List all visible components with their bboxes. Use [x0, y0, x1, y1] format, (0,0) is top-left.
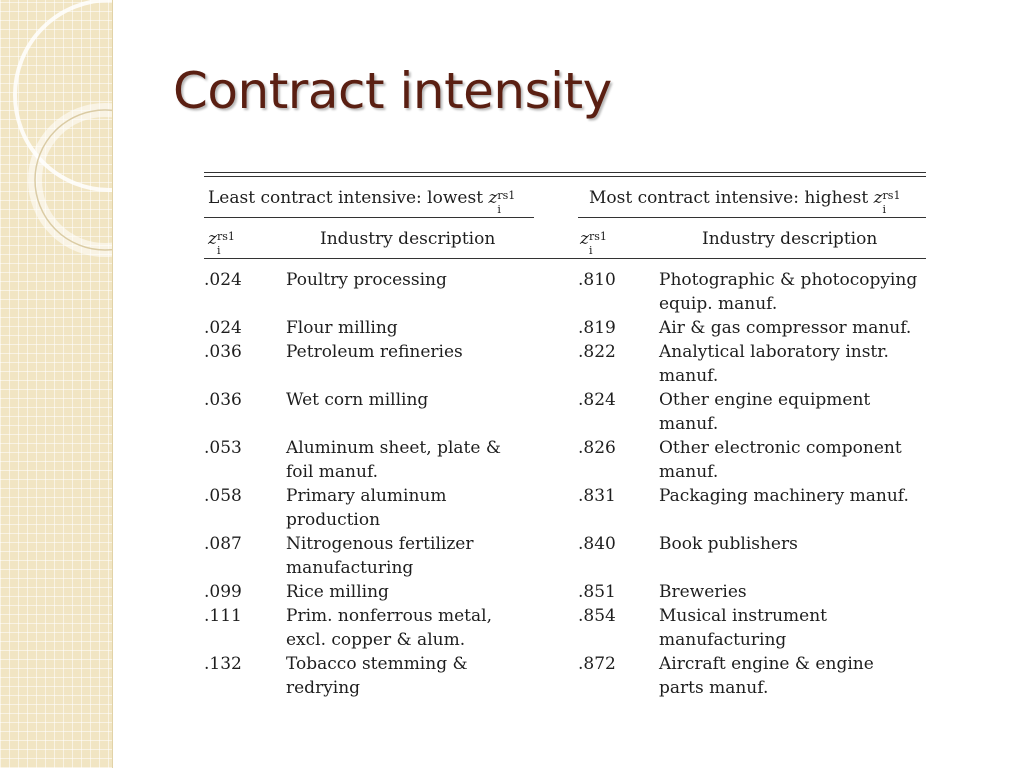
left-z-value: .036	[204, 342, 242, 362]
table-top-rule	[204, 172, 926, 173]
left-z-value: .087	[204, 534, 242, 554]
right-z-value: .824	[578, 390, 616, 410]
left-z-value: .036	[204, 390, 242, 410]
description-line: production	[286, 510, 381, 530]
description-line: Analytical laboratory instr.	[659, 342, 889, 362]
decorative-ring-large	[15, 0, 112, 190]
left-z-value: .099	[204, 582, 242, 602]
left-industry-description	[286, 484, 447, 532]
right-description-column-header: Industry description	[702, 229, 878, 249]
description-line: manufacturing	[659, 630, 787, 650]
left-industry-description	[286, 604, 492, 652]
description-line: Packaging machinery manuf.	[659, 486, 909, 506]
right-industry-description	[659, 316, 911, 340]
z-superscript: rs1	[216, 230, 235, 243]
z-superscript: rs1	[882, 189, 901, 202]
right-z-value: .822	[578, 342, 616, 362]
right-industry-description	[659, 532, 798, 556]
left-industry-description	[286, 436, 501, 484]
description-line: Other electronic component	[659, 438, 902, 458]
description-line: Wet corn milling	[286, 390, 429, 410]
left-industry-description	[286, 340, 463, 364]
z-symbol: z	[208, 229, 217, 249]
right-z-value: .810	[578, 270, 616, 290]
z-subscript: i	[588, 244, 593, 257]
decorative-rings	[0, 0, 112, 768]
right-industry-description	[659, 388, 870, 436]
right-industry-description	[659, 484, 909, 508]
left-z-value: .053	[204, 438, 242, 458]
description-line: excl. copper & alum.	[286, 630, 466, 650]
right-z-value: .831	[578, 486, 616, 506]
slide-title: Contract intensity	[173, 62, 612, 120]
right-industry-description	[659, 340, 889, 388]
description-line: foil manuf.	[286, 462, 379, 482]
left-z-value: .058	[204, 486, 242, 506]
left-industry-description	[286, 532, 473, 580]
z-subscript: i	[497, 203, 501, 216]
left-group-header	[208, 186, 516, 216]
right-industry-description	[659, 580, 747, 604]
right-industry-description	[659, 436, 902, 484]
left-industry-description	[286, 652, 468, 700]
left-z-value: .111	[204, 606, 242, 626]
description-line: Musical instrument	[659, 606, 827, 626]
left-z-value: .024	[204, 318, 242, 338]
description-line: Other engine equipment	[659, 390, 871, 410]
right-z-value: .819	[578, 318, 616, 338]
right-z-value: .826	[578, 438, 616, 458]
z-symbol: z	[580, 229, 589, 249]
z-superscript: rs1	[588, 230, 607, 243]
description-line: Aircraft engine & engine	[659, 654, 874, 674]
z-subscript: i	[216, 244, 221, 257]
table-top-rule-second	[204, 176, 926, 177]
right-z-value: .851	[578, 582, 616, 602]
left-z-value: .132	[204, 654, 242, 674]
description-line: Book publishers	[659, 534, 798, 554]
description-line: Poultry processing	[286, 270, 447, 290]
header-bottom-rule	[204, 258, 926, 259]
right-z-value: .872	[578, 654, 616, 674]
left-industry-description	[286, 316, 398, 340]
right-group-header-text: Most contract intensive: highest	[589, 188, 869, 208]
right-z-value: .854	[578, 606, 616, 626]
left-description-column-header: Industry description	[320, 229, 496, 249]
z-symbol: z	[873, 188, 883, 208]
z-superscript: rs1	[497, 189, 516, 202]
description-line: manuf.	[659, 414, 719, 434]
description-line: manuf.	[659, 462, 719, 482]
description-line: Photographic & photocopying	[659, 270, 918, 290]
z-subscript: i	[882, 203, 887, 216]
description-line: Primary aluminum	[286, 486, 447, 506]
description-line: Prim. nonferrous metal,	[286, 606, 492, 626]
description-line: Petroleum refineries	[286, 342, 463, 362]
right-industry-description	[659, 268, 917, 316]
right-industry-description	[659, 652, 874, 700]
left-group-underline	[204, 217, 534, 218]
description-line: parts manuf.	[659, 678, 769, 698]
left-group-header-text: Least contract intensive: lowest	[208, 188, 484, 208]
right-z-column-header	[580, 227, 607, 257]
right-industry-description	[659, 604, 827, 652]
description-line: manuf.	[659, 366, 719, 386]
description-line: Flour milling	[286, 318, 398, 338]
description-line: redrying	[286, 678, 361, 698]
right-z-value: .840	[578, 534, 616, 554]
decorative-ring-medium	[35, 110, 112, 250]
contract-intensity-table	[204, 172, 926, 698]
description-line: Tobacco stemming &	[286, 654, 468, 674]
description-line: Nitrogenous fertilizer	[286, 534, 474, 554]
description-line: manufacturing	[286, 558, 414, 578]
left-z-column-header	[208, 227, 235, 257]
decorative-side-strip	[0, 0, 113, 768]
left-z-value: .024	[204, 270, 242, 290]
right-group-header	[589, 186, 901, 216]
description-line: equip. manuf.	[659, 294, 778, 314]
left-industry-description	[286, 580, 389, 604]
description-line: Air & gas compressor manuf.	[659, 318, 912, 338]
right-group-underline	[578, 217, 926, 218]
description-line: Aluminum sheet, plate &	[286, 438, 501, 458]
left-industry-description	[286, 388, 428, 412]
description-line: Rice milling	[286, 582, 389, 602]
left-industry-description	[286, 268, 447, 292]
z-symbol: z	[488, 188, 498, 208]
description-line: Breweries	[659, 582, 747, 602]
